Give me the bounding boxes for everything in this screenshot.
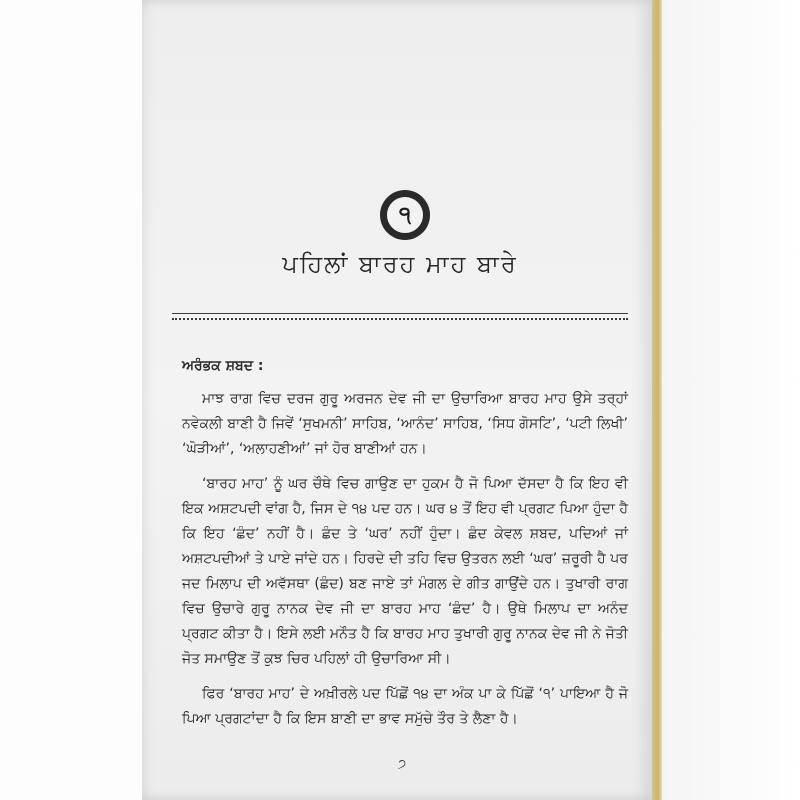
chapter-number: ੧ bbox=[385, 195, 425, 235]
page-body bbox=[182, 354, 628, 732]
chapter-number-badge bbox=[380, 190, 430, 240]
paragraph: ਫਿਰ ‘ਬਾਰਹ ਮਾਹ’ ਦੇ ਅਖ਼ੀਰਲੇ ਪਦ ਪਿੱਛੋਂ ੧੪ ਦਾ ਅੰਕ ਪਾ ਕੇ ਪਿੱਛੋਂ ‘੧’ ਪਾਇਆ ਹੈ ਜੋ ਪਿਆ ਪ੍ਰਗਟਾਂਦਾ ਹੈ ਕਿ ਇਸ ਬਾਣੀ ਦਾ ਭਾਵ ਸਮੁੱਚੇ ਤੌਰ ਤੇ ਲੈਣਾ ਹੈ। bbox=[182, 686, 628, 727]
title-divider-dotted bbox=[172, 318, 628, 320]
page-number: ੭ bbox=[397, 757, 407, 772]
paragraph: ‘ਬਾਰਹ ਮਾਹ’ ਨੂੰ ਘਰ ਚੌਥੇ ਵਿਚ ਗਾਉਣ ਦਾ ਹੁਕਮ ਹੈ ਜੋ ਪਿਆ ਦੱਸਦਾ ਹੈ ਕਿ ਇਹ ਵੀ ਇਕ ਅਸ਼ਟਪਦੀ ਵਾਂਗ ਹੈ, ਜਿਸ ਦੇ ੧੪ ਪਦ ਹਨ। ਘਰ ੪ ਤੋਂ ਇਹ ਵੀ ਪ੍ਰਗਟ ਪਿਆ ਹੁੰਦਾ ਹੈ ਕਿ ਇਹ ‘ਛੰਦ’ ਨਹੀਂ ਹੈ। ਛੰਦ ਤੇ ‘ਘਰ’ ਨਹੀਂ ਹੁੰਦਾ। ਛੰਦ ਕੇਵਲ ਸ਼ਬਦ, ਪਦਿਆਂ ਜਾਂ ਅਸ਼ਟਪਦੀਆਂ ਤੇ ਪਾਏ ਜਾਂਦੇ ਹਨ। ਹਿਰਦੇ ਦੀ ਤਹਿ ਵਿਚ ਉਤਰਨ ਲਈ ‘ਘਰ’ ਜ਼ਰੂਰੀ ਹੈ ਪਰ ਜਦ ਮਿਲਾਪ ਦੀ ਅਵੱਸਥਾ (ਛੰਦ) ਬਣ ਜਾਏ ਤਾਂ ਮੰਗਲ ਦੇ ਗੀਤ ਗਾਉਂਦੇ ਹਨ। ਤੁਖਾਰੀ ਰਾਗ ਵਿਚ ਉਚਾਰੇ ਗੁਰੂ ਨਾਨਕ ਦੇਵ ਜੀ ਦਾ ਬਾਰਹ ਮਾਹ ‘ਛੰਦ’ ਹੈ। ਉਥੇ ਮਿਲਾਪ ਦਾ ਅਨੰਦ ਪ੍ਰਗਟ ਕੀਤਾ ਹੈ। ਇਸੇ ਲਈ ਮਨੌਤ ਹੈ ਕਿ ਬਾਰਹ ਮਾਹ ਤੁਖਾਰੀ ਗੁਰੂ ਨਾਨਕ ਦੇਵ ਜੀ ਨੇ ਜੋਤੀ ਜੋਤ ਸਮਾਉਣ ਤੋਂ ਕੁਝ ਚਿਰ ਪਹਿਲਾਂ ਹੀ ਉਚਾਰਿਆ ਸੀ। bbox=[182, 476, 628, 667]
title-divider-line bbox=[172, 313, 628, 314]
section-heading: ਅਰੰਭਕ ਸ਼ਬਦ : bbox=[182, 358, 264, 374]
chapter-title: ਪਹਿਲਾਂ ਬਾਰਹ ਮਾਹ ਬਾਰੇ bbox=[282, 250, 518, 278]
page-edge bbox=[652, 0, 662, 800]
paragraph: ਮਾਝ ਰਾਗ ਵਿਚ ਦਰਜ ਗੁਰੂ ਅਰਜਨ ਦੇਵ ਜੀ ਦਾ ਉਚਾਰਿਆ ਬਾਰਹ ਮਾਹ ਉਸੇ ਤਰ੍ਹਾਂ ਨਵੇਕਲੀ ਬਾਣੀ ਹੈ ਜਿਵੇਂ ‘ਸੁਖਮਨੀ’ ਸਾਹਿਬ, ‘ਆਨੰਦ’ ਸਾਹਿਬ, ‘ਸਿਧ ਗੋਸਟਿ’, ‘ਪਟੀ ਲਿਖੀ’ ‘ਘੋੜੀਆਂ’, ‘ਅਲਾਹਣੀਆਂ’ ਜਾਂ ਹੋਰ ਬਾਣੀਆਂ ਹਨ। bbox=[182, 391, 628, 457]
